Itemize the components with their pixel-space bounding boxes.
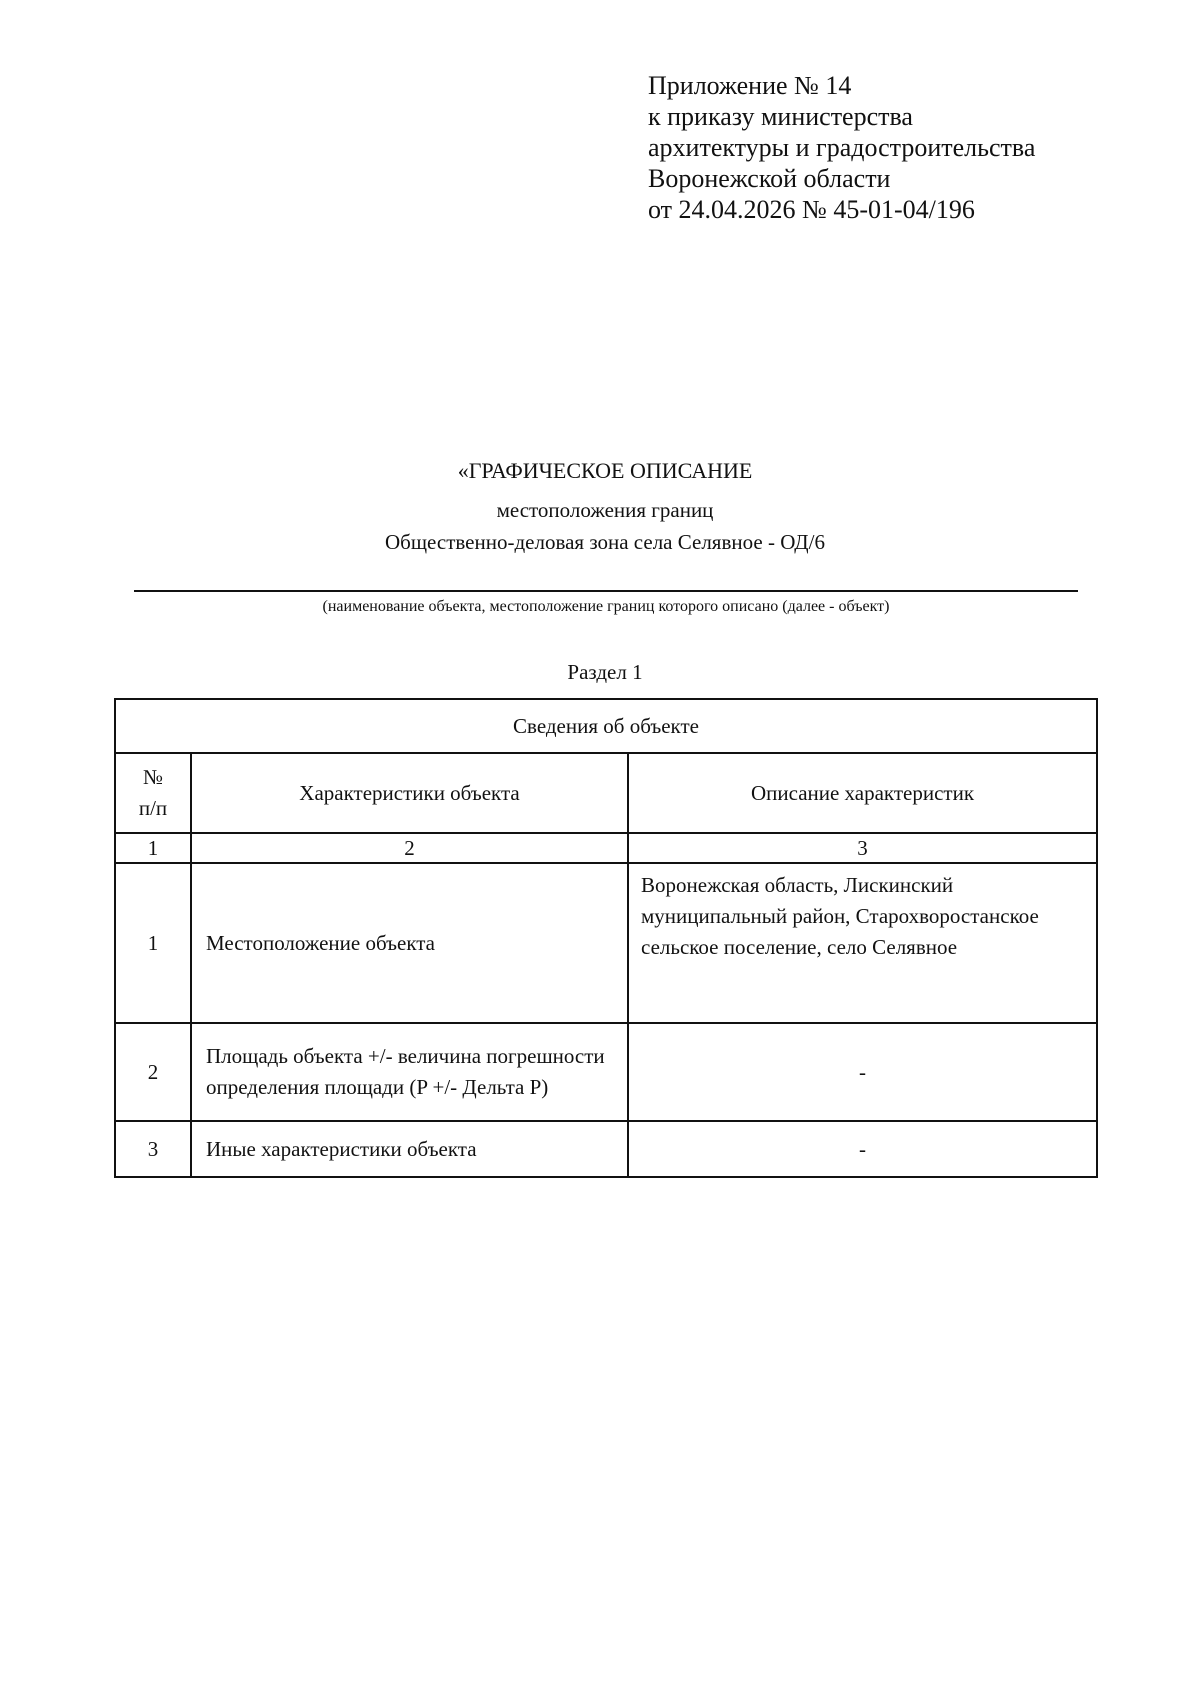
index-col-2: 2 — [191, 833, 628, 863]
row-description: - — [628, 1023, 1097, 1121]
appendix-header — [648, 70, 1035, 225]
appendix-order-line: к приказу министерства — [648, 102, 913, 131]
table-caption-row — [115, 699, 1097, 753]
table-row — [115, 863, 1097, 1023]
table-caption: Сведения об объекте — [115, 699, 1097, 753]
row-description: Воронежская область, Лискинский муниципальный район, Старохворостанское сельское поселение, село Селявное — [628, 863, 1097, 1023]
object-info-table — [114, 698, 1098, 1178]
row-characteristic: Иные характеристики объекта — [191, 1121, 628, 1177]
index-col-1: 1 — [115, 833, 191, 863]
row-num: 3 — [115, 1121, 191, 1177]
appendix-region-line: Воронежской области — [648, 164, 891, 193]
header-num: № п/п — [115, 753, 191, 833]
object-name: Общественно-деловая зона села Селявное - ОД/6 — [385, 530, 825, 554]
header-characteristic: Характеристики объекта — [191, 753, 628, 833]
section-title: Раздел 1 — [567, 660, 643, 684]
object-caption: (наименование объекта, местоположение границ которого описано (далее - объект) — [322, 598, 890, 615]
appendix-number: Приложение № 14 — [648, 71, 852, 100]
document-subtitle: местоположения границ — [496, 498, 714, 522]
row-characteristic: Площадь объекта +/- величина погрешности определения площади (P +/- Дельта P) — [191, 1023, 628, 1121]
appendix-ministry-line: архитектуры и градостроительства — [648, 133, 1036, 162]
row-num: 2 — [115, 1023, 191, 1121]
row-description: - — [628, 1121, 1097, 1177]
row-characteristic: Местоположение объекта — [191, 863, 628, 1023]
table-row — [115, 1121, 1097, 1177]
table-header-row — [115, 753, 1097, 833]
row-num: 1 — [115, 863, 191, 1023]
appendix-date-line: от 24.04.2026 № 45-01-04/196 — [648, 195, 975, 224]
object-underline — [134, 590, 1078, 592]
table-index-row — [115, 833, 1097, 863]
header-description: Описание характеристик — [628, 753, 1097, 833]
table-row — [115, 1023, 1097, 1121]
index-col-3: 3 — [628, 833, 1097, 863]
document-title: «ГРАФИЧЕСКОЕ ОПИСАНИЕ — [457, 458, 753, 483]
